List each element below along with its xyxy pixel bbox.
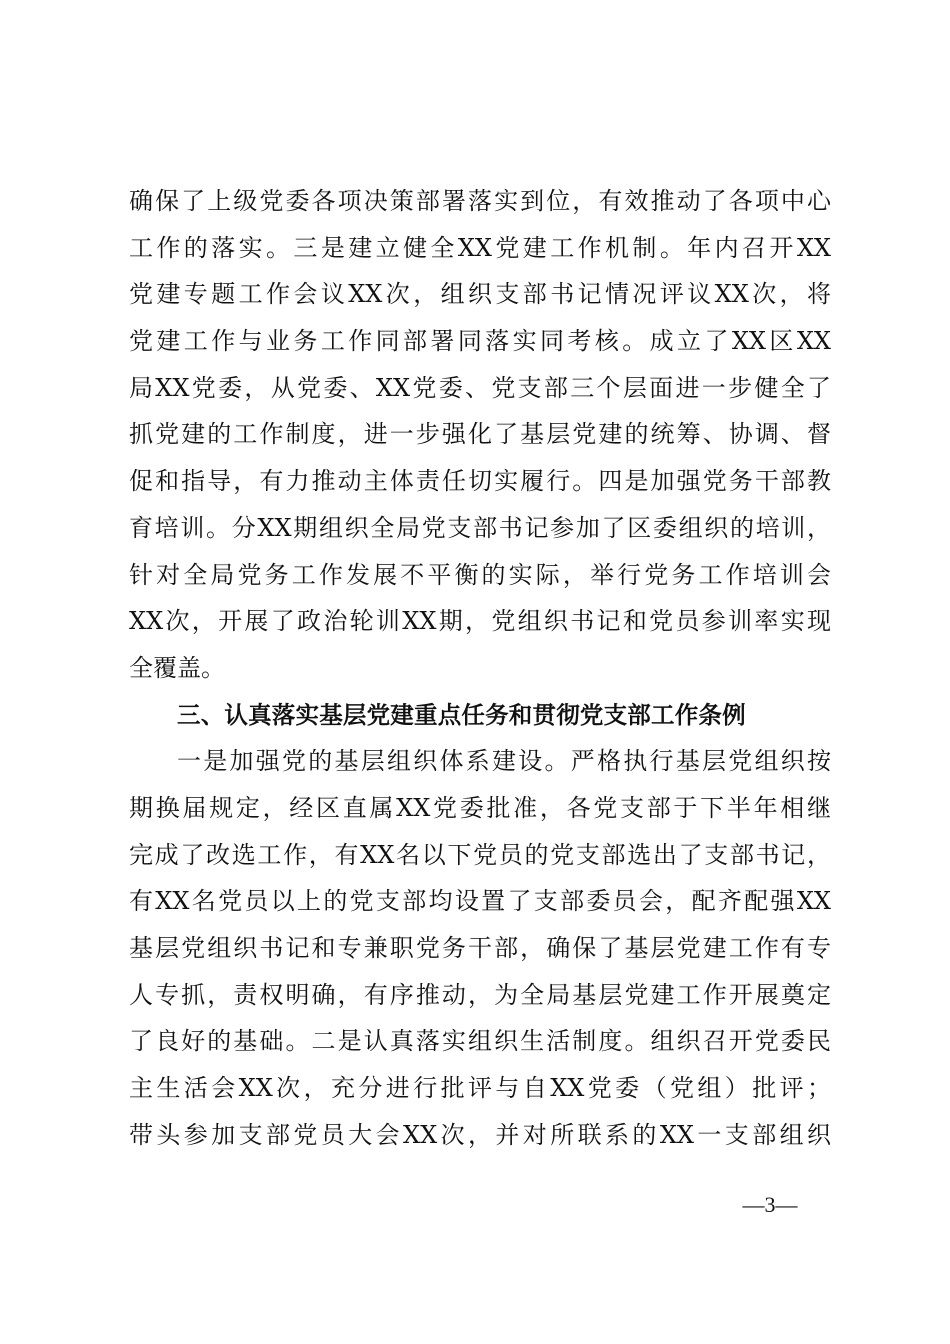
paragraph-line: 党建专题工作会议XX次，组织支部书记情况评议XX次，将 (129, 280, 831, 309)
paragraph-line: 党建工作与业务工作同部署同落实同考核。成立了XX区XX (129, 327, 831, 356)
paragraph-line: 工作的落实。三是建立健全XX党建工作机制。年内召开XX (129, 233, 831, 262)
paragraph-line: 全覆盖。 (129, 653, 225, 682)
section-heading: 三、认真落实基层党建重点任务和贯彻党支部工作条例 (177, 700, 746, 729)
paragraph-line: 育培训。分XX期组织全局党支部书记参加了区委组织的培训， (129, 513, 831, 542)
page-number: —3— (742, 1192, 798, 1217)
paragraph-line: 基层党组织书记和专兼职党务干部，确保了基层党建工作有专 (129, 934, 831, 962)
paragraph-line: 人专抓，责权明确，有序推动，为全局基层党建工作开展奠定 (129, 980, 831, 1009)
paragraph-line: 完成了改选工作，有XX名以下党员的党支部选出了支部书记， (129, 840, 831, 869)
paragraph-line: 带头参加支部党员大会XX次，并对所联系的XX一支部组织 (129, 1120, 831, 1149)
paragraph-line: 局XX党委，从党委、XX党委、党支部三个层面进一步健全了 (129, 373, 831, 402)
paragraph-line: 一是加强党的基层组织体系建设。严格执行基层党组织按 (177, 747, 831, 776)
paragraph-line: 确保了上级党委各项决策部署落实到位，有效推动了各项中心 (129, 187, 831, 215)
paragraph-line: 了良好的基础。二是认真落实组织生活制度。组织召开党委民 (129, 1027, 831, 1056)
paragraph-line: 针对全局党务工作发展不平衡的实际，举行党务工作培训会 (129, 560, 831, 589)
body-text (129, 178, 831, 1158)
paragraph-line: 主生活会XX次，充分进行批评与自XX党委（党组）批评； (129, 1074, 831, 1103)
paragraph-line: 有XX名党员以上的党支部均设置了支部委员会，配齐配强XX (129, 887, 831, 916)
paragraph-line: 促和指导，有力推动主体责任切实履行。四是加强党务干部教 (129, 467, 831, 496)
paragraph-line: 期换届规定，经区直属XX党委批准，各党支部于下半年相继 (129, 793, 831, 822)
paragraph-line: 抓党建的工作制度，进一步强化了基层党建的统筹、协调、督 (129, 420, 831, 449)
paragraph-line: XX次，开展了政治轮训XX期，党组织书记和党员参训率实现 (129, 607, 831, 636)
